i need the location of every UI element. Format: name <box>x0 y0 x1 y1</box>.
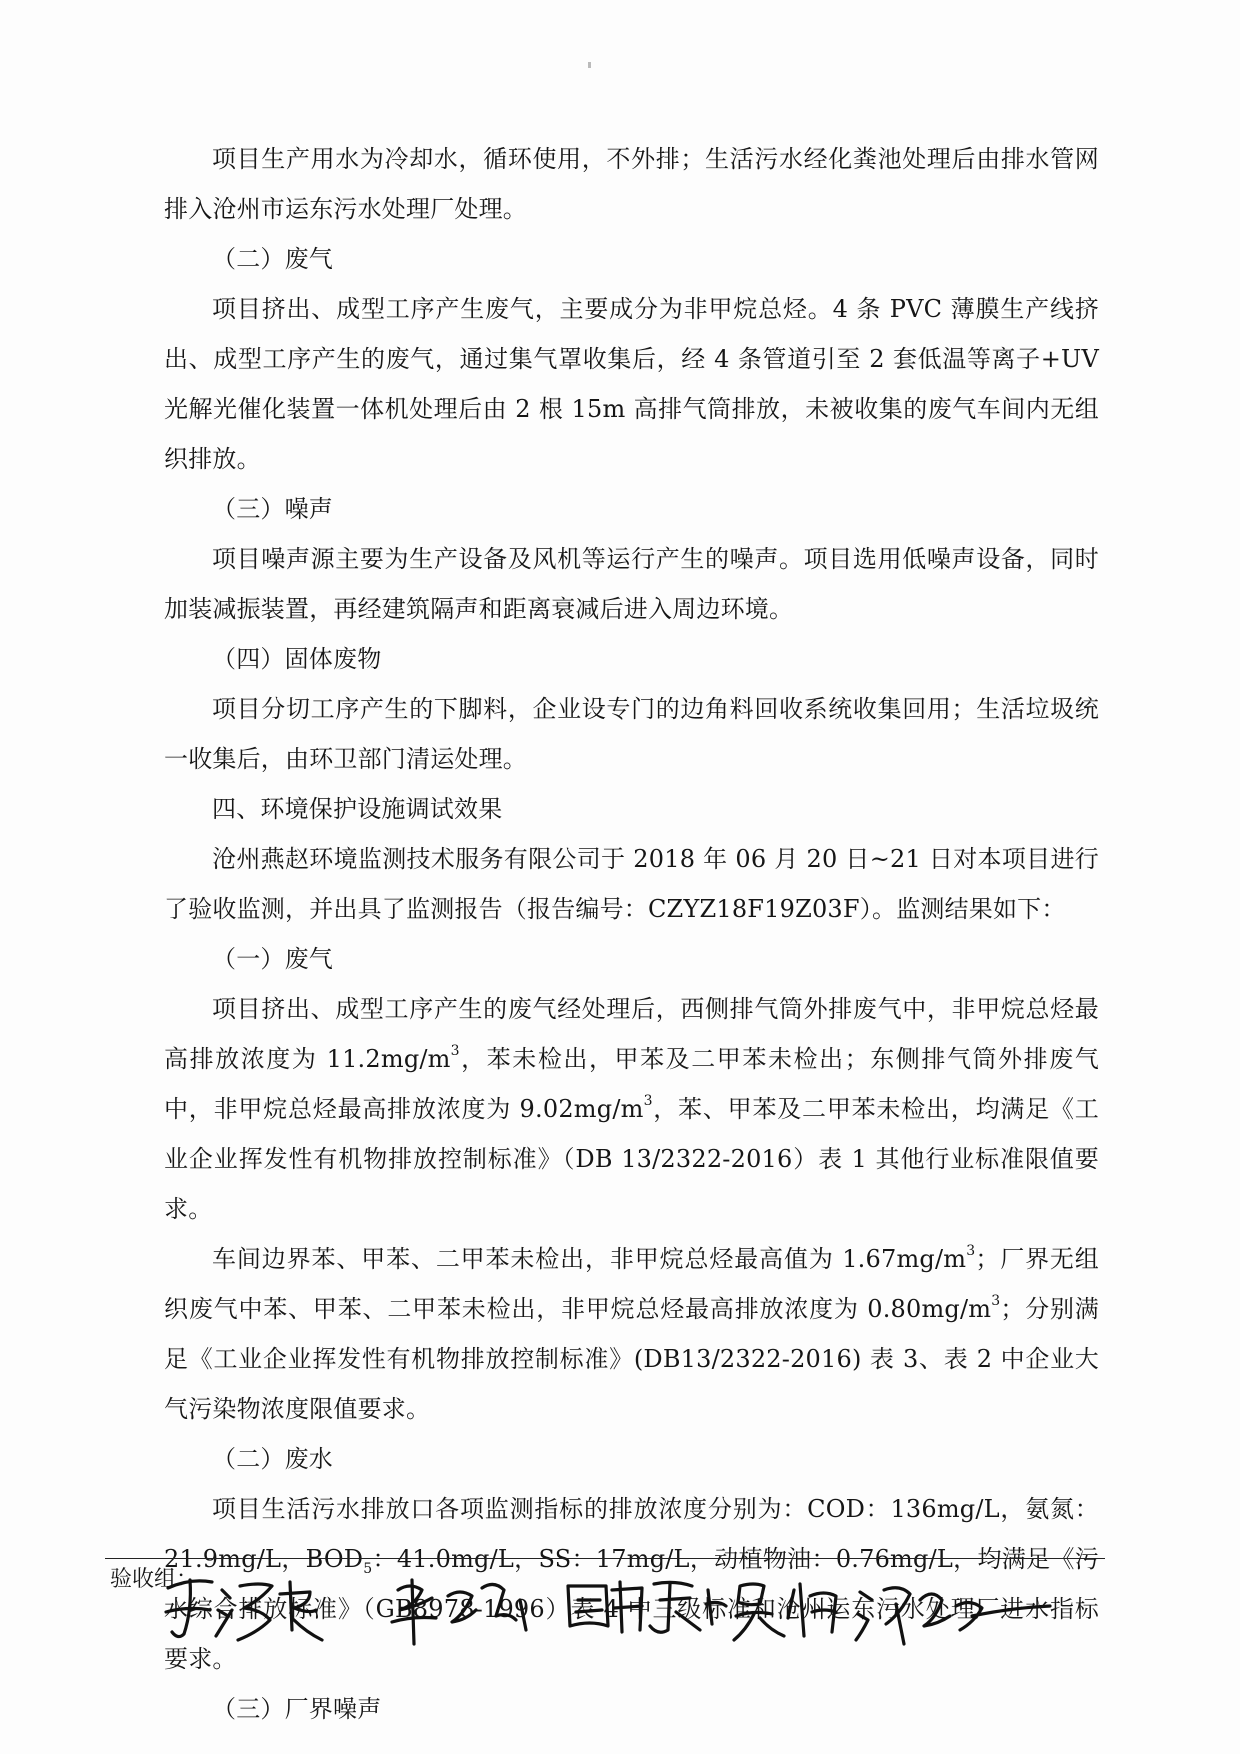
section-heading: 四、环境保护设施调试效果 <box>212 795 503 823</box>
handwritten-signatures <box>160 1560 1060 1650</box>
scan-mark <box>588 62 591 68</box>
section-heading: （三）噪声 <box>212 495 333 523</box>
section-heading: （四）固体废物 <box>212 645 382 673</box>
signature-5 <box>856 1588 1050 1644</box>
body-paragraph: 沧州燕赵环境监测技术服务有限公司于 2018 年 06 月 20 日~21 日对本项目进行了验收监测，并出具了监测报告（报告编号：CZYZ18F19Z03F）。监测结果如下： <box>164 845 1099 923</box>
sign-label: 验收组： <box>110 1567 199 1592</box>
document-body <box>164 134 1099 1734</box>
signature-3 <box>568 1582 726 1632</box>
body-paragraph: 车间边界苯、甲苯、二甲苯未检出，非甲烷总烃最高值为 $1.67mg/m^3$；厂界无组织废气中苯、甲苯、二甲苯未检出，非甲烷总烃最高排放浓度为 $0.80mg/m^3$；分别满足《工业企业挥发性有机物排放控制标准》(DB13/2322-2016) 表 3、表 2 中企业大气污染物浓度限值要求。 <box>164 1243 1100 1423</box>
body-paragraph: 项目生产用水为冷却水，循环使用，不外排；生活污水经化粪池处理后由排水管网排入沧州市运东污水处理厂处理。 <box>164 145 1099 223</box>
body-paragraph: 项目挤出、成型工序产生废气，主要成分为非甲烷总烃。4 条 PVC 薄膜生产线挤出、成型工序产生的废气，通过集气罩收集后，经 4 条管道引至 2 套低温等离子+UV 光解光催化装置一体机处理后由 2 根 15m 高排气筒排放，未被收集的废气车间内无组织排放。 <box>164 295 1099 473</box>
signature-4 <box>734 1584 836 1640</box>
body-paragraph: 项目挤出、成型工序产生的废气经处理后，西侧排气筒外排废气中，非甲烷总烃最高排放浓度为 $11.2mg/m^3$，苯未检出，甲苯及二甲苯未检出；东侧排气筒外排废气中，非甲烷总烃最高排放浓度为 $9.02mg/m^3$，苯、甲苯及二甲苯未检出，均满足《工业企业挥发性有机物排放控制标准》（DB 13/2322-2016）表 1 其他行业标准限值要求。 <box>164 995 1099 1223</box>
body-paragraph: 项目生活污水排放口各项监测指标的排放浓度分别为：COD：136mg/L，氨氮：21.9mg/L，$BOD_5$：41.0mg/L，SS：17mg/L，动植物油：0.76mg/L，均满足《污水综合排放标准》（GB8978-1996）表 4 中三级标准和沧州运东污水处理厂进水指标要求。 <box>164 1495 1099 1673</box>
section-heading: （二）废水 <box>212 1445 333 1473</box>
section-heading: （三）厂界噪声 <box>212 1695 382 1723</box>
footer-rule <box>105 1558 1105 1559</box>
body-paragraph: 项目噪声源主要为生产设备及风机等运行产生的噪声。项目选用低噪声设备，同时加装减振装置，再经建筑隔声和距离衰减后进入周边环境。 <box>164 545 1099 623</box>
section-heading: （二）废气 <box>212 245 333 273</box>
body-paragraph: 项目分切工序产生的下脚料，企业设专门的边角料回收系统收集回用；生活垃圾统一收集后，由环卫部门清运处理。 <box>164 695 1099 773</box>
section-heading: （一）废气 <box>212 945 333 973</box>
signature-1 <box>166 1580 322 1640</box>
signature-2 <box>392 1580 526 1644</box>
